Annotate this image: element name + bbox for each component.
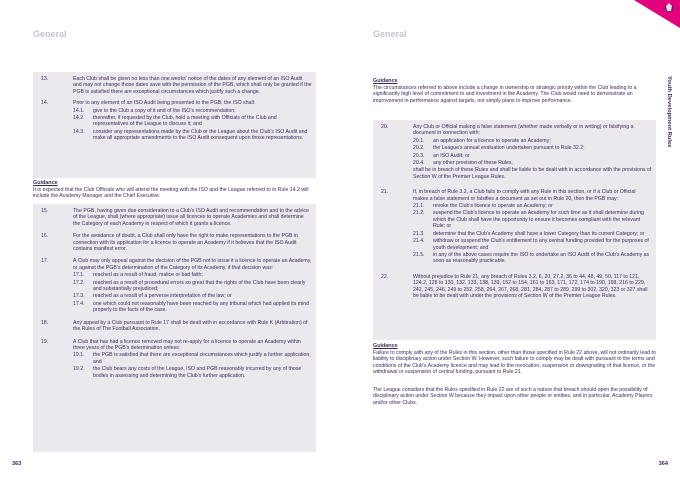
sub-rule xyxy=(413,138,652,144)
sub-rule xyxy=(413,145,652,151)
rule-body xyxy=(73,233,312,252)
rule-number: 22. xyxy=(381,273,389,280)
rule-number: 20. xyxy=(381,124,389,130)
rule-number: 16. xyxy=(41,233,49,240)
sub-rule xyxy=(73,366,312,379)
sub-rule-text: in any of the above cases require the ISO to undertake an ISO Audit of the Club's Academy as soon as reasonably practicable. xyxy=(433,251,650,265)
rule-text: For the avoidance of doubt, a Club shall only have the right to make representations to the PGB in connection with its application for a licence to operate an Academy if it believes that the ISO Audit contains manifest error. xyxy=(73,233,298,253)
sub-rule xyxy=(73,352,312,365)
sub-rule xyxy=(413,252,652,265)
sub-rule xyxy=(73,272,312,278)
rule-row xyxy=(373,189,656,264)
page-number: 363 xyxy=(12,461,22,467)
sub-rule-number: 14.2. xyxy=(73,115,85,122)
rule-body xyxy=(413,189,652,264)
sub-rule-number: 17.2. xyxy=(73,279,85,286)
sub-rule xyxy=(413,210,652,229)
sub-rule-number: 21.5. xyxy=(413,251,425,258)
rule-text: If, in breach of Rule 3.2, a Club fails to comply with any Rule in this section, or if a Club or Official makes a false statement or falsifies a document as set out in Rule 20, then the PGB may: xyxy=(413,189,636,202)
sub-rule-number: 14.1. xyxy=(73,107,85,114)
sub-rule-number: 21.1. xyxy=(413,203,425,210)
rule-body xyxy=(73,76,312,95)
sub-rule-text: the League's annual evaluation undertaken pursuant to Rule 32.2; xyxy=(433,145,585,152)
sub-rule-text: withdraw or suspend the Club's entitlement to any central funding provided for the purposes of youth development; and xyxy=(433,238,649,251)
sub-rule xyxy=(413,238,652,251)
page-header: General xyxy=(33,29,67,39)
sub-rule xyxy=(73,293,312,299)
rule-text: Any appeal by a Club pursuant to Rule 17 shall be dealt with in accordance with Rule K (Arbitration) of the Rules of The Football Association. xyxy=(73,319,308,333)
sub-rule-text: the PGB is satisfied that there are exceptional circumstances which justify a further application; and xyxy=(93,352,311,365)
rule-number: 17. xyxy=(41,258,49,265)
sub-rule-text: revoke the Club's licence to operate an Academy; or xyxy=(433,203,553,210)
rule-text: Prior to any element of an ISO Audit being presented to the PGB, the ISO shall: xyxy=(73,100,256,107)
sub-rule-number: 21.3. xyxy=(413,230,425,237)
premier-league-logo xyxy=(634,0,680,28)
sub-rule xyxy=(73,115,312,128)
rule-body xyxy=(73,339,312,379)
rule-number: 21. xyxy=(381,189,389,196)
rule-number: 18. xyxy=(41,319,49,326)
rules-box xyxy=(33,72,316,178)
guidance-text: The circumstances referred to above include a change in ownership or strategic priority within the Club leading to a significantly high level of commitment to and investment in the Academy. The Club would need to demonstrate an improvement in performance against targets, not simply plans to improve performance. xyxy=(373,85,637,104)
rule-row xyxy=(33,208,316,227)
guidance-text: It is expected that the Club Officials who will attend the meeting with the ISO and the League referred to in Rule 14.2 will include the Academy Manager and the Chief Executive. xyxy=(33,187,309,200)
sub-rule xyxy=(413,203,652,209)
guidance-text: The League considers that the Rules specified in Rule 22 are of such a nature that breach should open the possibility of disciplinary action under Section W because they impact upon other people or entities, and in particular, Academy Players and/or other Clubs. xyxy=(373,387,653,406)
rule-number: 13. xyxy=(41,76,49,82)
guidance-title: Guidance xyxy=(33,180,58,186)
sub-rule-text: reached as a result of procedural errors so great that the rights of the Club have been clearly and substantially prejudiced; xyxy=(93,279,306,293)
guidance-text: Failure to comply with any of the Rules in this section, other than those specified in Rule 22 above, will not ordinarily lead to liability to disciplinary action under Section W. However, such failure to comply may be dealt with pursuant to the terms and conditions of the Club's Academy licence and may lead to the revocation, suspension or downgrading of that licence, or the withdrawal or suspension of central funding, pursuant to Rule 21. xyxy=(373,350,656,376)
sub-rule-number: 21.4. xyxy=(413,238,425,245)
page-header: General xyxy=(373,29,407,39)
rule-body xyxy=(73,208,312,227)
sub-rule xyxy=(73,301,312,314)
sub-rule-number: 20.4. xyxy=(413,160,425,167)
page-number: 364 xyxy=(658,461,668,467)
sub-rule-text: thereafter, if requested by the Club, hold a meeting with Officials of the Club and representatives of the League to discuss it; and xyxy=(93,115,277,128)
sub-rule xyxy=(413,153,652,159)
sub-rule xyxy=(413,160,652,166)
rule-row xyxy=(33,258,316,313)
sub-rule-text: give to the Club a copy of it and of the ISO's recommendation; xyxy=(93,107,236,114)
guidance-title: Guidance xyxy=(373,343,398,349)
sub-rule xyxy=(73,280,312,293)
rule-row xyxy=(373,124,656,180)
sub-rule-number: 19.2. xyxy=(73,366,85,373)
rule-text: The PGB, having given due consideration to a Club's ISO Audit and recommendation and to the advice of the League, shall (where appropriate) issue all licences to operate Academies and shall determine the Category of each Academy in respect of which it grants a licence. xyxy=(73,208,310,227)
sub-rule xyxy=(73,108,312,114)
sub-rule-number: 19.1. xyxy=(73,352,85,359)
rule-text: A Club may only appeal against the decision of the PGB not to issue it a licence to operate an Academy, or against the PGB's determination of the Category of its Academy, if that decision was: xyxy=(73,258,312,271)
sub-rule-text: reached as a result of fraud, malice or bad faith; xyxy=(93,272,203,279)
rule-row xyxy=(33,76,316,95)
sub-rule-text: the Club bears any costs of the League, ISO and PGB reasonably incurred by any of those bodies in assessing and determining the Club's further application. xyxy=(93,366,302,379)
rule-text: A Club that has had a licence removed may not re-apply for a licence to operate an Academy within three years of the PGB's determination unless: xyxy=(73,338,301,351)
rule-text: Without prejudice to Rule 21, any breach of Rules 3.2, 6, 20, 27.2, 36 to 44, 48, 49, 50, 117 to 121, 124.2, 128 to 130, 132, 133, 138, 139, 152 to 154, 161 to 163, 171, 172, 174 to 190, 198, 216 to 229, 242, 245, 246, 249 to 252, 258, 264, 267, 268, 281, 284, 287 to 289, 299 to 302, 320, 323 or 327 shall be liable to be dealt with under the provisions of Section W of the Premier League Rules. xyxy=(413,273,648,299)
right-page xyxy=(340,0,680,483)
rule-row xyxy=(373,274,656,300)
sub-rule-number: 20.1. xyxy=(413,137,425,144)
sub-rule-text: consider any representations made by the Club or the League about the Club's ISO Audit and make all appropriate amendments to the ISO Audit consequent upon those representations. xyxy=(93,128,308,142)
section-title: Youth Development Rules xyxy=(666,76,672,148)
rule-text: Any Club or Official making a false statement (whether made verbally or in writing) or falsifying a document in connection with: xyxy=(413,124,634,137)
rule-body xyxy=(73,258,312,313)
rule-number: 15. xyxy=(41,208,49,214)
rule-body xyxy=(413,124,652,180)
sub-rule-number: 21.2. xyxy=(413,210,425,217)
rules-box xyxy=(33,204,316,452)
sub-rule-number: 17.1. xyxy=(73,272,85,279)
sub-rule-number: 17.4. xyxy=(73,300,85,307)
sub-rule-text: reached as a result of a perverse interpretation of the law; or xyxy=(93,293,232,300)
sub-rule-text: any other provision of these Rules, xyxy=(433,160,513,167)
rule-text: Each Club shall be given no less than one weeks' notice of the dates of any element of an ISO Audit and may not change those dates save with the permission of the PGB, which shall only be granted if the PGB is satisfied there are exceptional circumstances which justify such a change. xyxy=(73,76,312,95)
sub-rule xyxy=(73,129,312,142)
sub-rule-number: 20.3. xyxy=(413,152,425,159)
sub-rule-text: an ISO Audit; or xyxy=(433,152,470,159)
rule-body xyxy=(73,320,312,333)
rule-number: 19. xyxy=(41,338,49,345)
rules-box xyxy=(373,120,656,340)
sub-rule-number: 14.3. xyxy=(73,128,85,135)
rule-body xyxy=(73,100,312,141)
sub-rule-text: determine that the Club's Academy shall have a lower Category than its current Category; or xyxy=(433,230,645,237)
sub-rule-number: 20.2. xyxy=(413,145,425,152)
rule-body xyxy=(413,274,652,300)
rule-row xyxy=(33,100,316,141)
rule-row xyxy=(33,233,316,252)
rule-number: 14. xyxy=(41,100,49,107)
rule-closing-text: shall be in breach of these Rules and shall be liable to be dealt with in accordance with the provisions of Section W of the Premier League Rules. xyxy=(413,167,652,180)
sub-rule xyxy=(413,231,652,237)
rule-row xyxy=(33,339,316,379)
sub-rule-number: 17.3. xyxy=(73,293,85,300)
rule-row xyxy=(33,320,316,333)
guidance-title: Guidance xyxy=(373,78,398,84)
sub-rule-text: an application for a licence to operate an Academy; xyxy=(433,137,551,144)
sub-rule-text: one which could not reasonably have been reached by any tribunal which had applied its mind properly to the facts of the case. xyxy=(93,300,309,314)
sub-rule-text: suspend the Club's licence to operate an Academy for such time as it shall determine during which the Club shall have the opportunity to ensure it becomes compliant with the relevant Rule; or xyxy=(433,210,644,230)
